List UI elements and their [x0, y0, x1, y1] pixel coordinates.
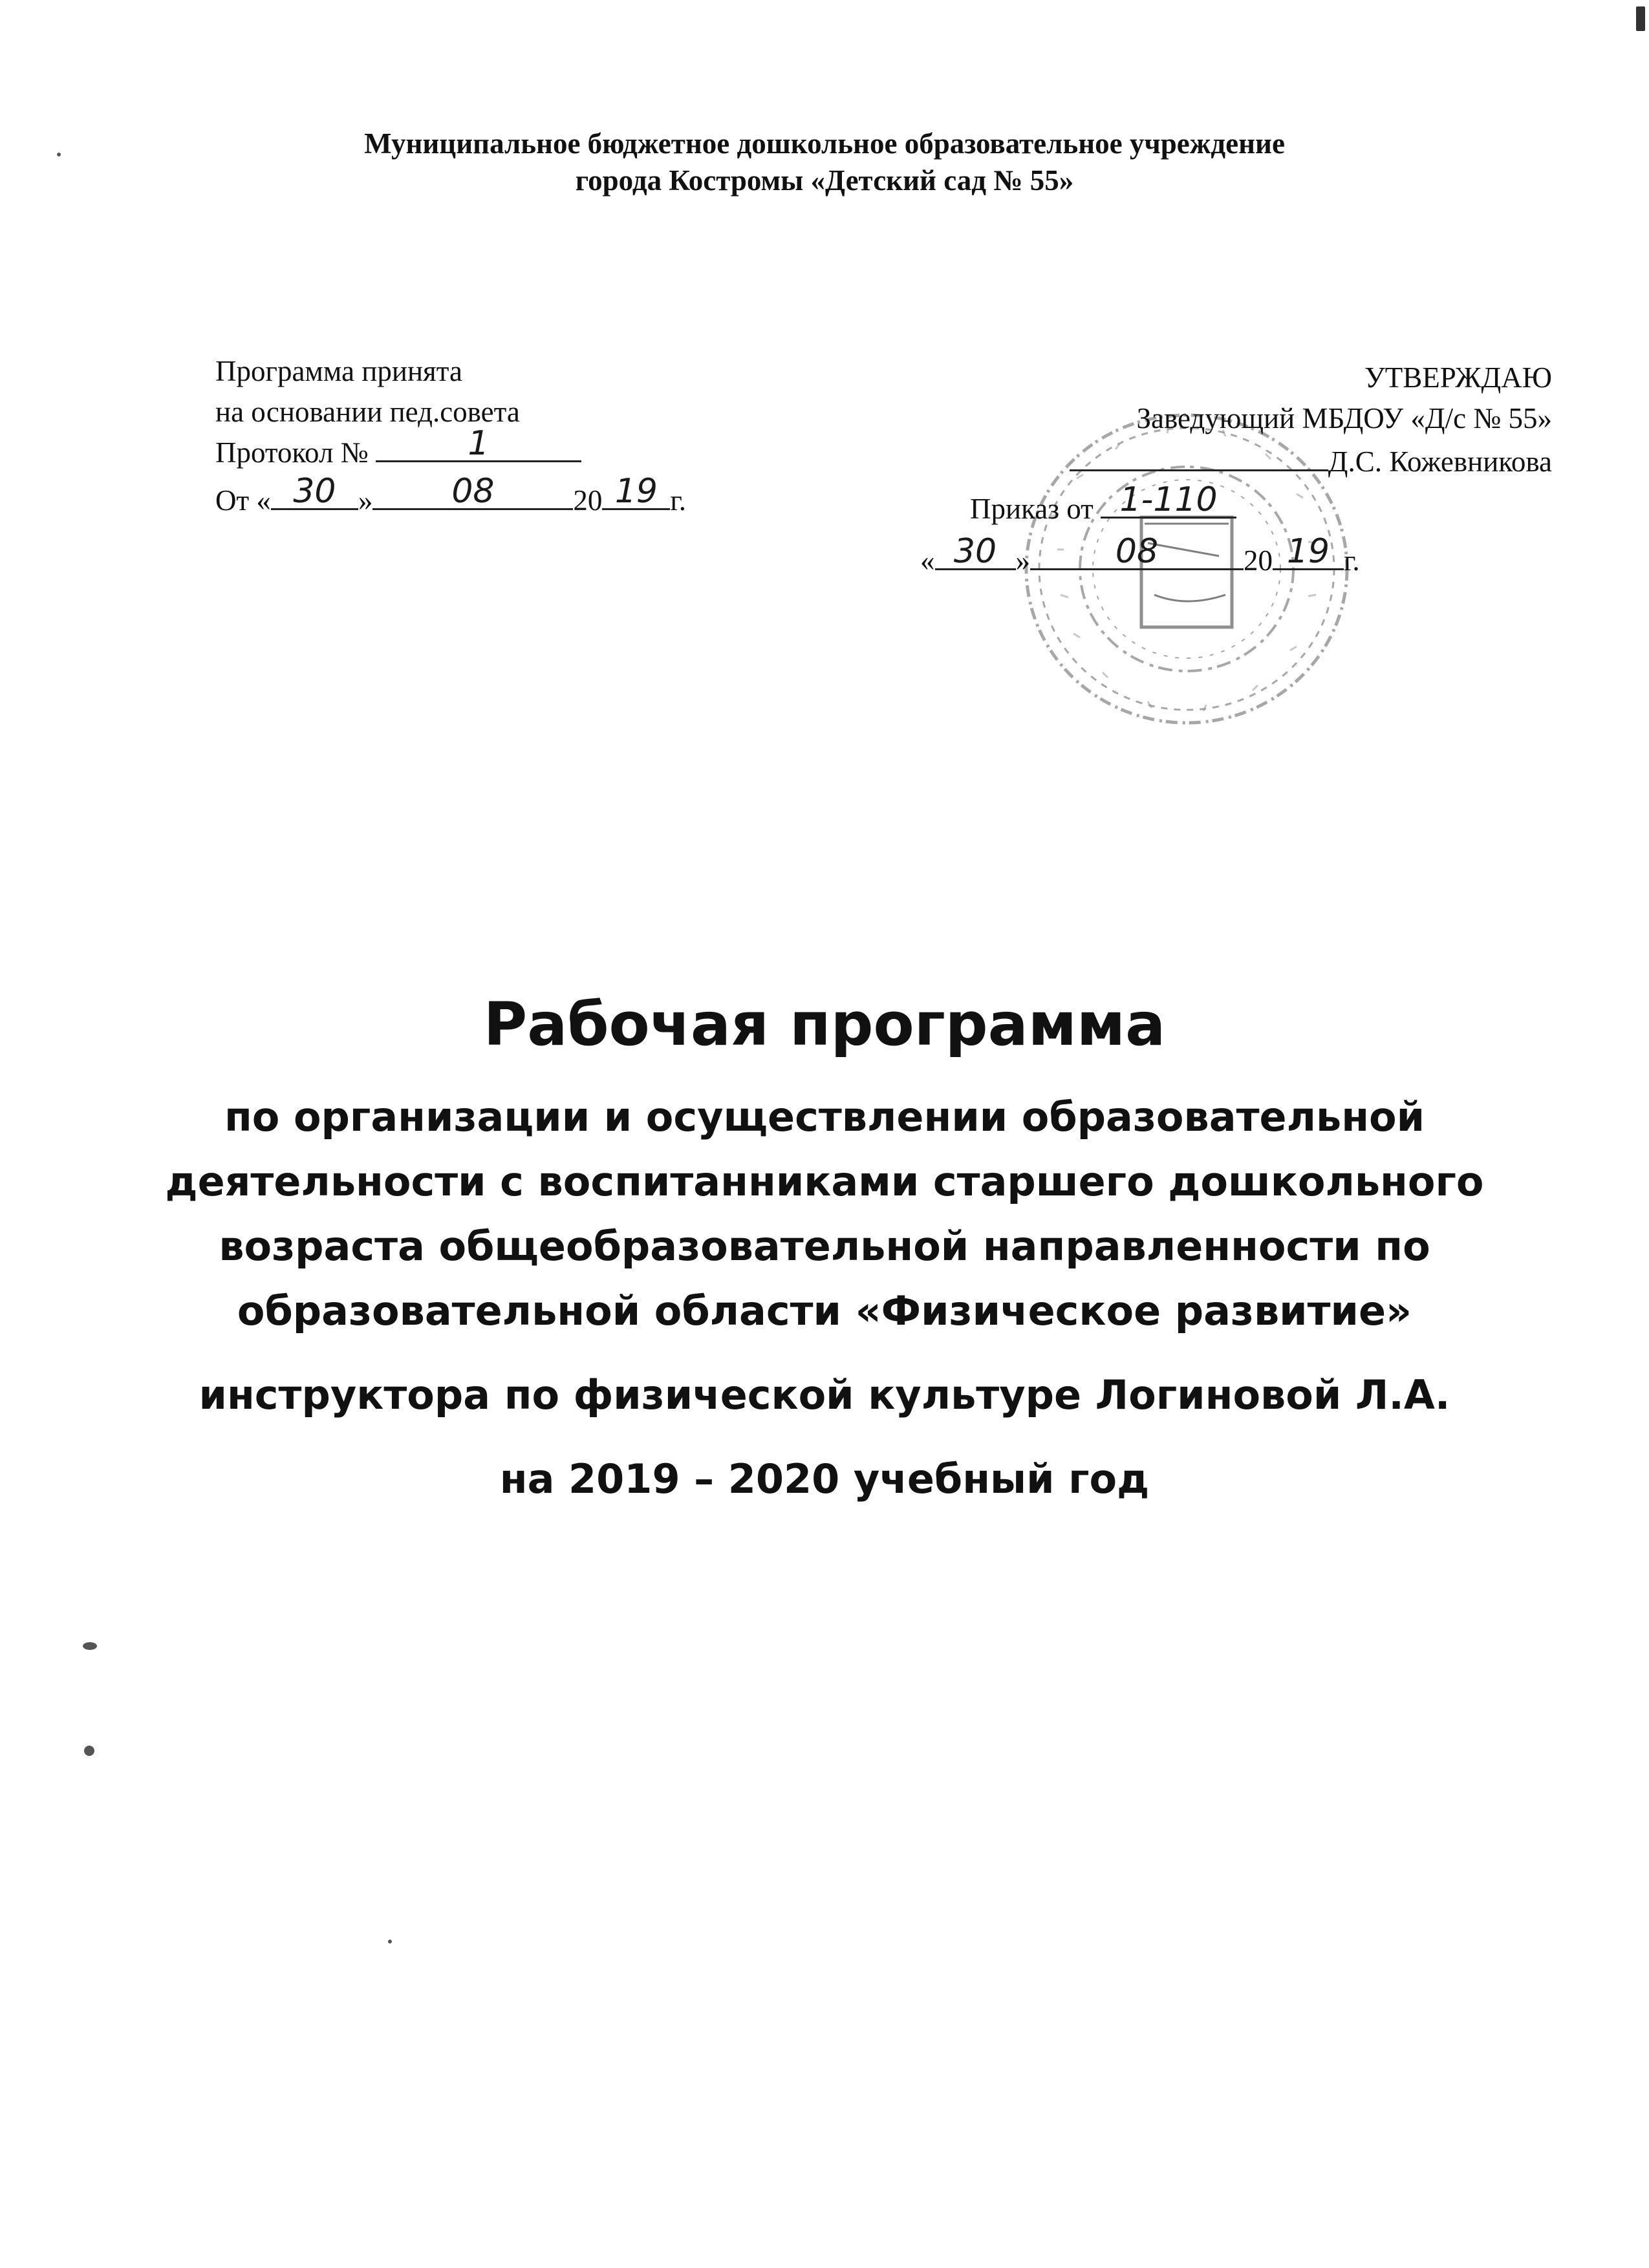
scan-speck: [388, 1940, 392, 1943]
subtitle-line-4: образовательной области «Физическое развитие»: [237, 1287, 1412, 1334]
subtitle-line-3: возраста общеобразовательной направленности по: [219, 1223, 1430, 1270]
left-year-end: г.: [670, 484, 687, 517]
left-date-line: [215, 472, 687, 519]
right-year-suffix-handwritten: 19: [1286, 532, 1330, 571]
right-date-day-handwritten: 30: [953, 532, 997, 571]
left-date-prefix: От «: [215, 484, 271, 517]
subtitle-line-1: по организации и осуществлении образовательной: [224, 1093, 1425, 1140]
ped-council-basis-label: на основании пед.совета: [215, 396, 520, 428]
right-date-month-field: [1030, 532, 1244, 571]
right-year-end: г.: [1344, 544, 1360, 577]
institution-name-line2: города Костромы «Детский сад № 55»: [575, 164, 1074, 197]
order-number-handwritten: 1-110: [1119, 480, 1218, 519]
order-label: Приказ от: [970, 493, 1094, 525]
protocol-line: [215, 424, 581, 471]
author-line: инструктора по физической культуре Логиновой Л.А.: [199, 1371, 1450, 1418]
head-signature-line: [1070, 444, 1552, 480]
right-date-quote: »: [1015, 544, 1030, 577]
left-date-month-field: [372, 472, 573, 511]
right-year-prefix: 20: [1244, 544, 1273, 577]
left-year-prefix: 20: [573, 484, 603, 517]
protocol-number-field: [376, 424, 581, 463]
left-date-month-handwritten: 08: [451, 472, 495, 511]
protocol-label: Протокол №: [215, 436, 369, 469]
academic-year-line: на 2019 – 2020 учебный год: [499, 1455, 1150, 1503]
subtitle-line-2: деятельности с воспитанниками старшего дошкольного: [165, 1158, 1484, 1205]
order-line: [970, 480, 1236, 527]
institution-name-line1: Муниципальное бюджетное дошкольное образовательное учреждение: [364, 127, 1285, 160]
head-signature-field: [1070, 444, 1328, 471]
left-year-suffix-handwritten: 19: [614, 472, 658, 511]
scan-speck: [83, 1642, 97, 1650]
left-date-quote: »: [358, 484, 373, 517]
protocol-number-handwritten: 1: [468, 424, 490, 463]
right-date-line: [920, 532, 1360, 579]
program-accepted-label: Программа принята: [215, 355, 462, 387]
left-year-suffix-field: [602, 472, 670, 511]
right-year-suffix-field: [1273, 532, 1344, 571]
right-date-prefix: «: [920, 544, 935, 577]
right-date-day-field: [935, 532, 1016, 571]
right-date-month-handwritten: 08: [1115, 532, 1159, 571]
left-date-day-field: [271, 472, 358, 511]
approve-label: УТВЕРЖДАЮ: [1364, 361, 1552, 394]
scan-speck: [57, 153, 61, 156]
scan-speck: [84, 1746, 94, 1756]
document-title: Рабочая программа: [483, 990, 1166, 1059]
head-position-label: Заведующий МБДОУ «Д/с № 55»: [1136, 402, 1552, 434]
order-number-field: [1101, 480, 1236, 519]
head-name: Д.С. Кожевникова: [1328, 445, 1552, 478]
scan-edge-mark: [1636, 6, 1645, 31]
left-date-day-handwritten: 30: [293, 472, 336, 511]
